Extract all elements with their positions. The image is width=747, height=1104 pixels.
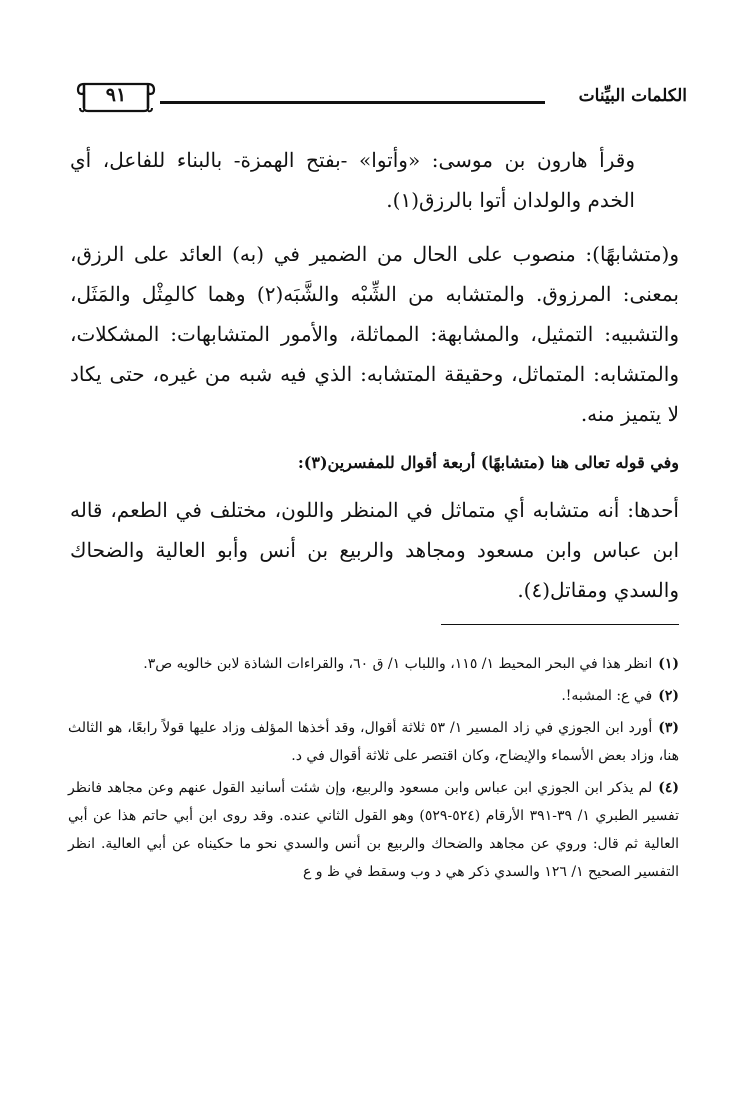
footnote-text: لم يذكر ابن الجوزي ابن عباس وابن مسعود والربيع، وإن شئت أسانيد القول عنهم وعن مجاهد فانظر تفسير الطبري ١/ ٣٩-٣٩١ الأرقام (٥٢٤-٥٢٩) وهو القول الثاني عنده. وقد روى ابن أبي حاتم هذا عن أبي العالية ثم قال: وروي عن مجاهد والضحاك والربيع بن أنس والسدي نحو ما حكيناه عن أبي العالية. انظر التفسير الصحيح ١/ ١٢٦ والسدي ذكر هي د وب وسقط في ظ و ع xyxy=(68,780,679,880)
page-header xyxy=(70,78,687,118)
footnote-number: (٤) xyxy=(658,780,679,796)
paragraph-qiraa: وقرأ هارون بن موسى: «وأتوا» -بفتح الهمزة- بالبناء للفاعل، أي الخدم والولدان أتوا بالرزق(١). xyxy=(70,148,635,212)
paragraph-first-opinion: أحدها: أنه متشابه أي متماثل في المنظر واللون، مختلف في الطعم، قاله ابن عباس وابن مسعود ومجاهد والربيع بن أنس وأبو العالية والضحاك والسدي ومقاتل(٤). xyxy=(70,498,679,602)
page-number-badge xyxy=(74,78,158,114)
footnote-text: في ع: المشبه!. xyxy=(561,688,653,704)
page-number: ٩١ xyxy=(105,84,127,106)
footnote-text: انظر هذا في البحر المحيط ١/ ١١٥، واللباب ١/ ق ٦٠، والقراءات الشاذة لابن خالويه ص٣. xyxy=(143,656,653,672)
footnote-separator xyxy=(441,624,679,625)
running-title: الكلمات البيِّنات xyxy=(578,86,687,106)
subheading-four-opinions: وفي قوله تعالى هنا (متشابهًا) أربعة أقوال للمفسرين(٣): xyxy=(297,453,679,472)
footnote-2 xyxy=(68,682,679,710)
footnote-number: (٣) xyxy=(658,720,679,736)
paragraph-mutashabih: و(متشابهًا): منصوب على الحال من الضمير في (به) العائد على الرزق، بمعنى: المرزوق. والمتشابه من الشِّبْه والشَّبَه(٢) وهما كالمِثْل والمَثَل، والتشبيه: التمثيل، والمشابهة: المماثلة، والأمور المتشابهات: المشكلات، والمتشابه: المتماثل، وحقيقة المتشابه: الذي فيه شبه من غيره، حتى يكاد لا يتميز منه. xyxy=(70,242,679,426)
footnote-text: أورد ابن الجوزي في زاد المسير ١/ ٥٣ ثلاثة أقوال، وقد أخذها المؤلف وزاد عليها قولاً رابعًا، هو الثالث هنا، وزاد بعض الأسماء والإيضاح، وكان اقتصر على ثلاثة أقوال في د. xyxy=(68,720,679,764)
footnote-3 xyxy=(68,714,679,770)
header-rule xyxy=(160,101,545,104)
footnote-number: (٢) xyxy=(658,688,679,704)
footnote-4 xyxy=(68,774,679,886)
footnote-number: (١) xyxy=(658,656,679,672)
main-text xyxy=(70,140,679,610)
footnotes xyxy=(68,650,679,890)
footnote-1 xyxy=(68,650,679,678)
